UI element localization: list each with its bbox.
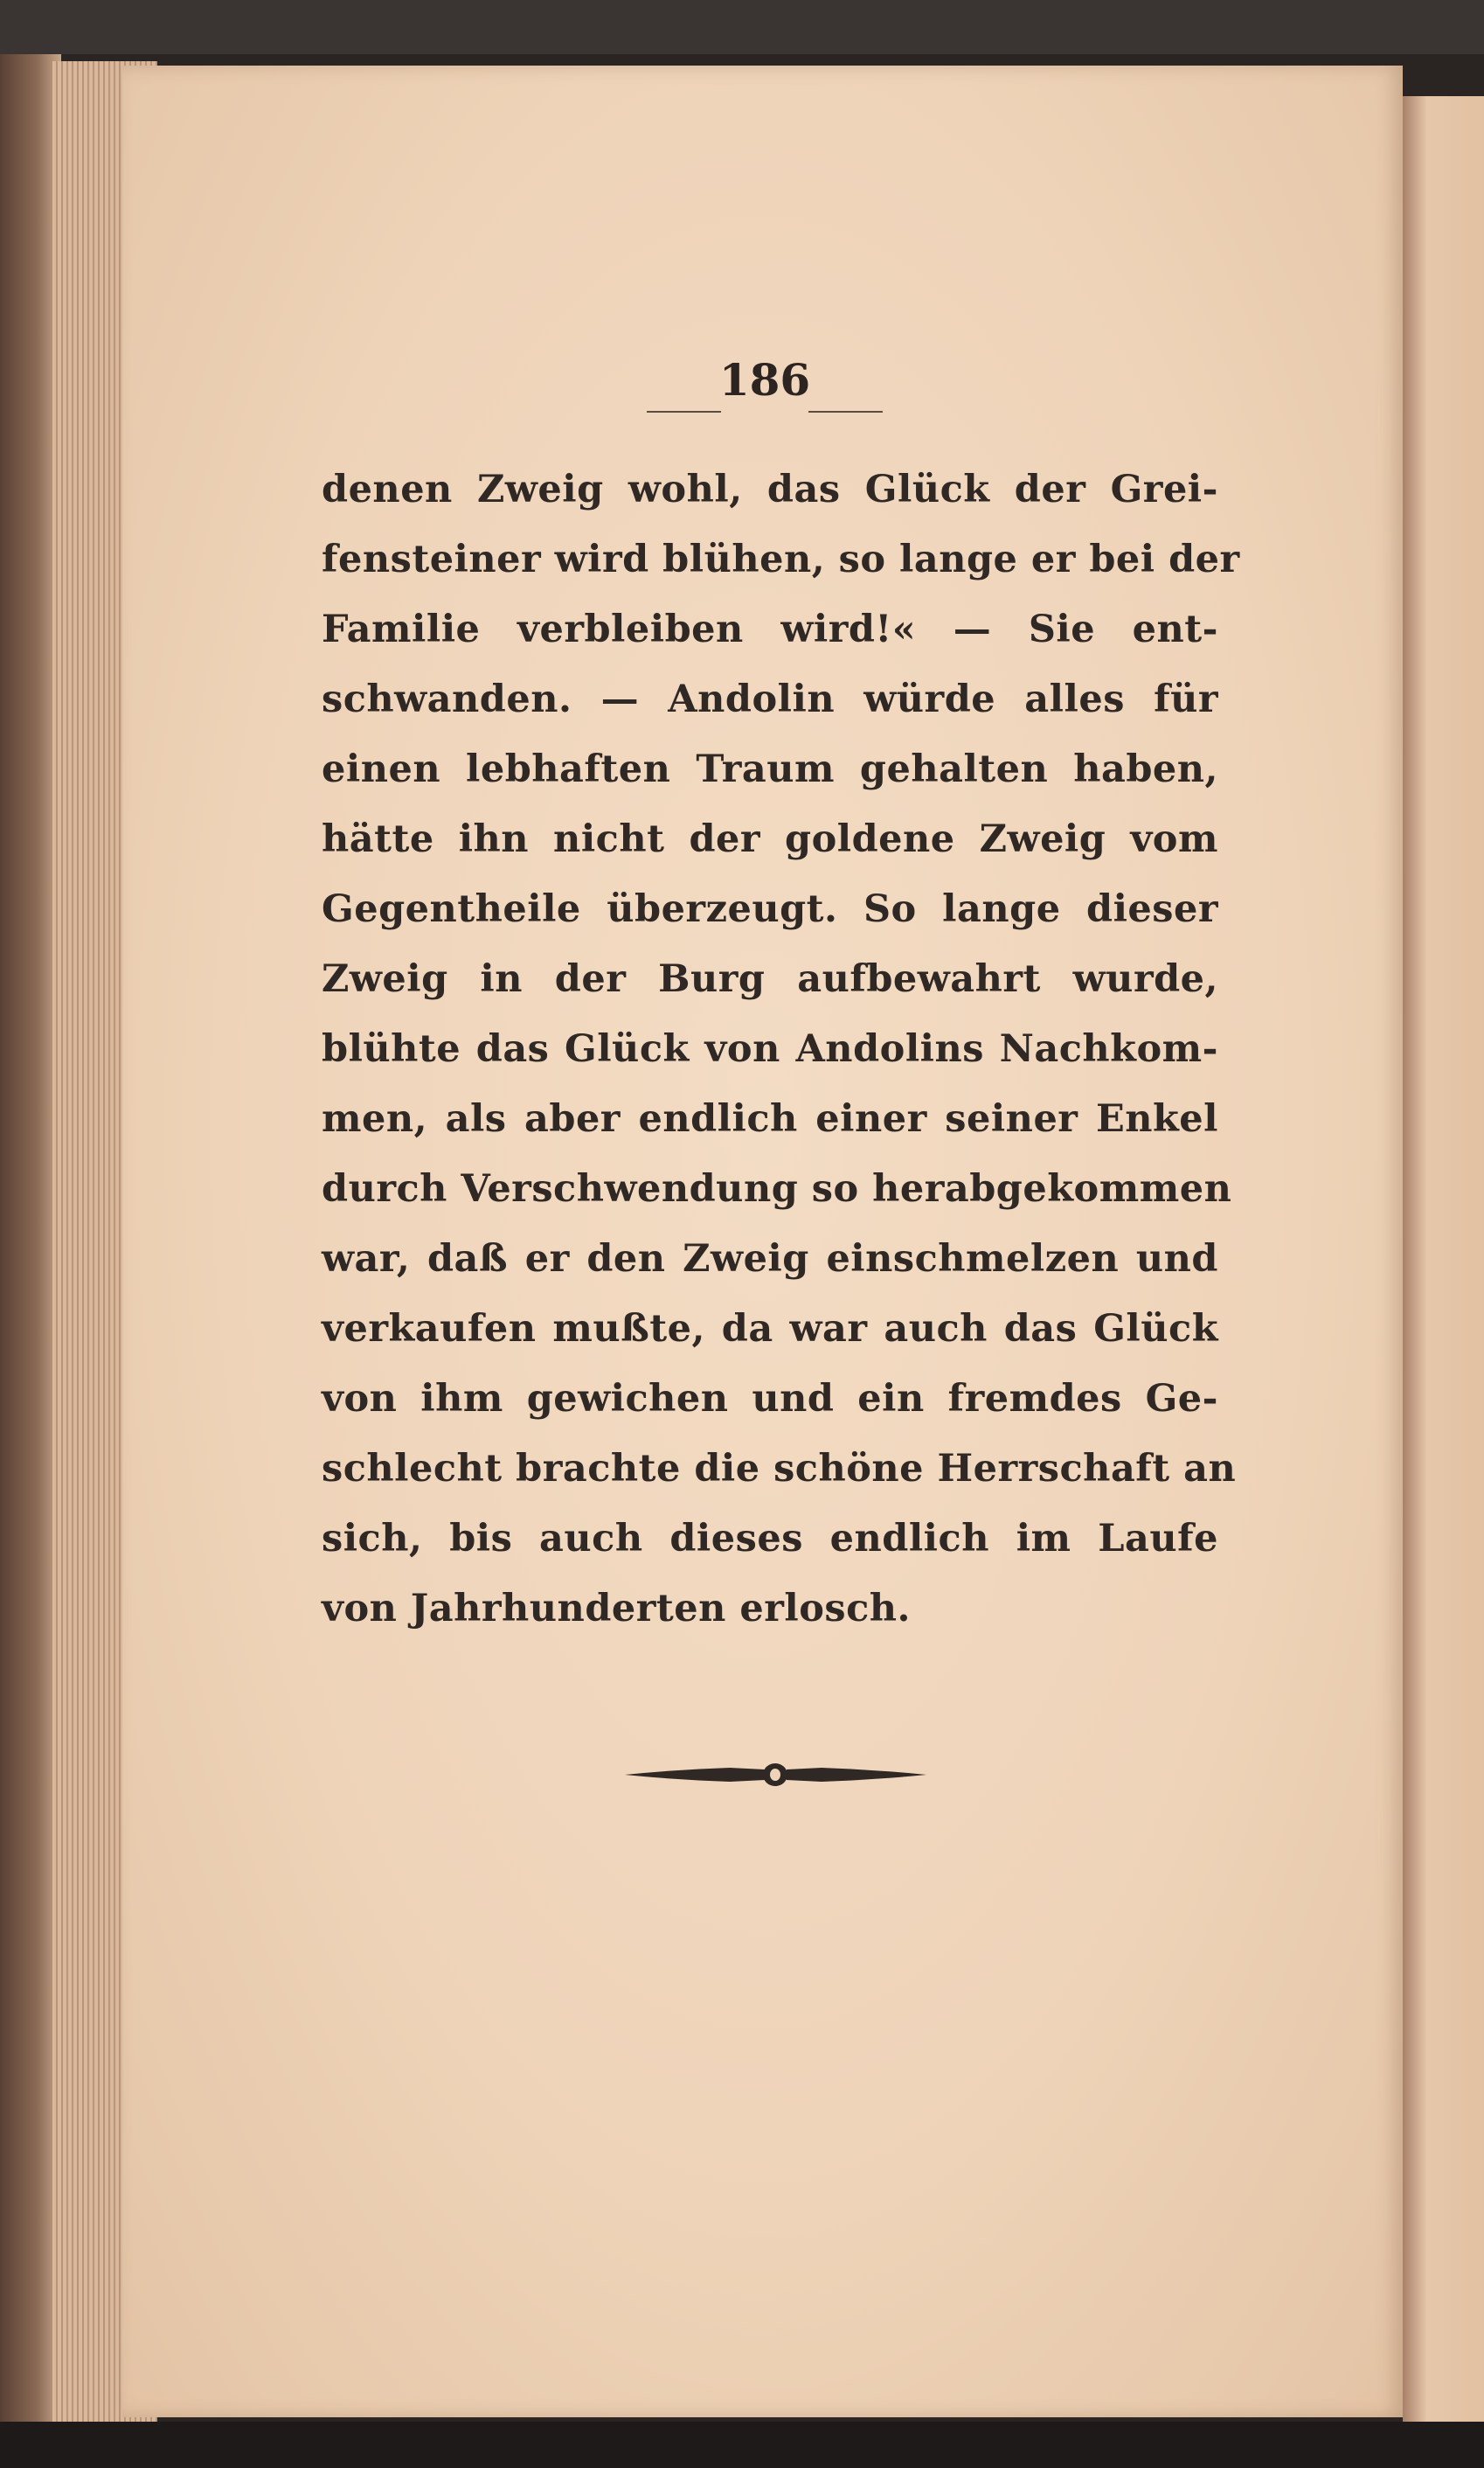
scanner-background-bottom <box>0 2422 1484 2468</box>
text-line: sich, bis auch dieses endlich im Laufe <box>322 1517 1218 1561</box>
text-line: durch Verschwendung so herabgekommen <box>322 1167 1232 1211</box>
header-rule-left <box>647 411 721 413</box>
text-line: fensteiner wird blühen, so lange er bei der <box>322 538 1240 581</box>
page-number: 186 <box>718 354 811 406</box>
text-line: einen lebhaften Traum gehalten haben, <box>322 747 1218 791</box>
text-line: hätte ihn nicht der goldene Zweig vom <box>322 817 1218 861</box>
scanner-background-top <box>0 0 1484 54</box>
text-line: von ihm gewichen und ein fremdes Ge- <box>322 1377 1218 1421</box>
text-line: war, daß er den Zweig einschmelzen und <box>322 1237 1218 1281</box>
end-ornament-icon <box>625 1757 926 1792</box>
next-page-edge <box>1403 96 1484 2422</box>
text-line: schwanden. — Andolin würde alles für <box>322 678 1218 721</box>
body-text <box>322 455 1240 1644</box>
text-line: Zweig in der Burg aufbewahrt wurde, <box>322 957 1218 1001</box>
text-line: Familie verbleiben wird!« — Sie ent- <box>322 608 1218 651</box>
text-line: Gegentheile überzeugt. So lange dieser <box>322 887 1218 931</box>
header-rule-right <box>808 411 883 413</box>
text-line: denen Zweig wohl, das Glück der Grei- <box>322 468 1218 511</box>
text-line: blühte das Glück von Andolins Nachkom- <box>322 1027 1218 1071</box>
text-line: verkaufen mußte, da war auch das Glück <box>322 1307 1218 1351</box>
text-line: men, als aber endlich einer seiner Enkel <box>322 1097 1218 1141</box>
text-line: schlecht brachte die schöne Herrschaft an <box>322 1447 1237 1491</box>
text-line: von Jahrhunderten erlosch. <box>322 1587 911 1630</box>
